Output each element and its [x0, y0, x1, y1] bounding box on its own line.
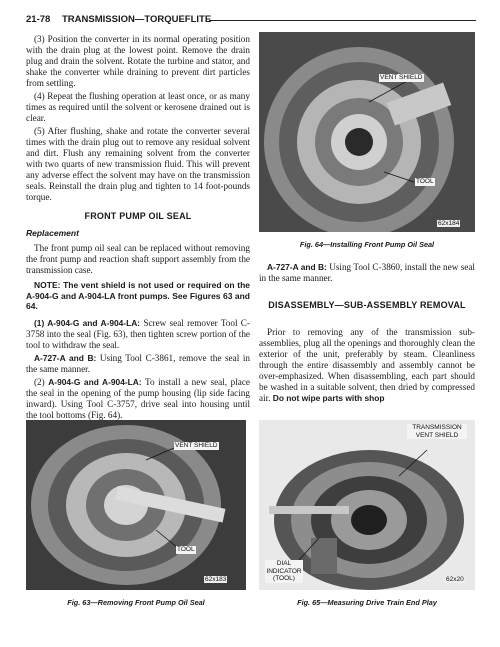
step-number: (2)	[34, 376, 49, 387]
page-number: 21-78	[26, 14, 51, 25]
paragraph: (4) Repeat the flushing operation at least once, or as many times as required until the solvent or kerosene drained out is clear.	[26, 91, 250, 123]
emphasis-text: Do not wipe parts with shop	[272, 393, 385, 403]
paragraph-text: Screw seal remover Tool C-3758 into the seal (Fig. 63), then tighten screw portion of the tool to withdraw the seal.	[26, 317, 250, 350]
paragraph	[259, 262, 475, 284]
figure-63-caption: Fig. 63—Removing Front Pump Oil Seal	[67, 598, 205, 607]
photo-number: 62x183	[205, 576, 227, 583]
right-column	[259, 262, 475, 406]
paragraph	[26, 377, 250, 421]
callout-vent-shield: VENT SHIELD	[380, 74, 423, 81]
section-heading: DISASSEMBLY—SUB-ASSEMBLY REMOVAL	[268, 300, 466, 310]
paragraph	[26, 318, 250, 351]
callout-transmission-vent-shield: TRANSMISSION VENT SHIELD	[407, 424, 467, 439]
header-rule	[209, 20, 476, 21]
paragraph	[259, 327, 475, 404]
paragraph: (3) Position the converter in its normal operating position with the drain plug at the lowest point. Remove the drain plug and drain the solvent. Rotate the turbine and stator, and shake the converter while draining to prevent dirt particles from settling.	[26, 34, 250, 88]
paragraph-text: Using Tool C-3861, remove the seal in the same manner.	[26, 352, 251, 374]
paragraph: The front pump oil seal can be replaced without removing the front pump and reaction shaft support assembly from the transmission case.	[26, 243, 250, 275]
model-label: (1) A-904-G and A-904-LA:	[34, 317, 141, 328]
subsection-heading: Replacement	[26, 228, 79, 238]
photo-number: 62x20	[446, 576, 464, 583]
paragraph-text: Prior to removing any of the transmission sub-assemblies, plug all the openings and thoroughly clean the exterior of the unit, preferably by steam. Cleanliness through the entire disassembly and assembly cannot be over-emphasized. When disassembling, each part should be washed in a suitable solvent, then dried by compressed air.	[259, 327, 475, 403]
paragraph: (5) After flushing, shake and rotate the converter several times with the drain plug out to remove any residual solvent and dirt. Flush any remaining solvent from the converter with two quarts of new transmission fluid. This will prevent any adverse effect the solvent may have on the transmission seals. Reinstall the drain plug and tighten to 14 foot-pounds torque.	[26, 126, 250, 202]
model-label: A-727-A and B:	[34, 352, 97, 363]
paragraph-text: Using Tool C-3860, install the new seal in the same manner.	[259, 262, 475, 283]
page-header	[26, 14, 476, 28]
section-heading: FRONT PUMP OIL SEAL	[84, 211, 192, 221]
paragraph	[26, 353, 250, 375]
figure-63-photo	[26, 420, 246, 590]
installing-seal-photo	[259, 32, 475, 232]
note: NOTE: The vent shield is not used or required on the A-904-G and A-904-LA front pumps. See Figures 63 and 64.	[26, 280, 250, 311]
figure-65-photo	[259, 420, 475, 590]
callout-dial-indicator: DIAL INDICATOR (TOOL)	[266, 560, 302, 582]
model-label: A-904-G and A-904-LA:	[48, 376, 142, 387]
callout-tool: TOOL	[416, 178, 434, 185]
figure-64-photo	[259, 32, 475, 232]
callout-vent-shield: VENT SHIELD	[175, 442, 218, 449]
left-column	[26, 34, 250, 423]
photo-number: 62x184	[438, 220, 460, 227]
section-title: TRANSMISSION—TORQUEFLITE	[62, 14, 212, 25]
figure-65-caption: Fig. 65—Measuring Drive Train End Play	[297, 598, 437, 607]
callout-tool: TOOL	[177, 546, 195, 553]
paragraph-text: To install a new seal, place the seal in the opening of the pump housing (lip side facing inward). Using Tool C-3757, drive seal into housing until the tool bottoms (Fig. 64).	[26, 376, 251, 420]
model-label: A-727-A and B:	[267, 262, 327, 272]
figure-64-caption: Fig. 64—Installing Front Pump Oil Seal	[299, 240, 435, 249]
